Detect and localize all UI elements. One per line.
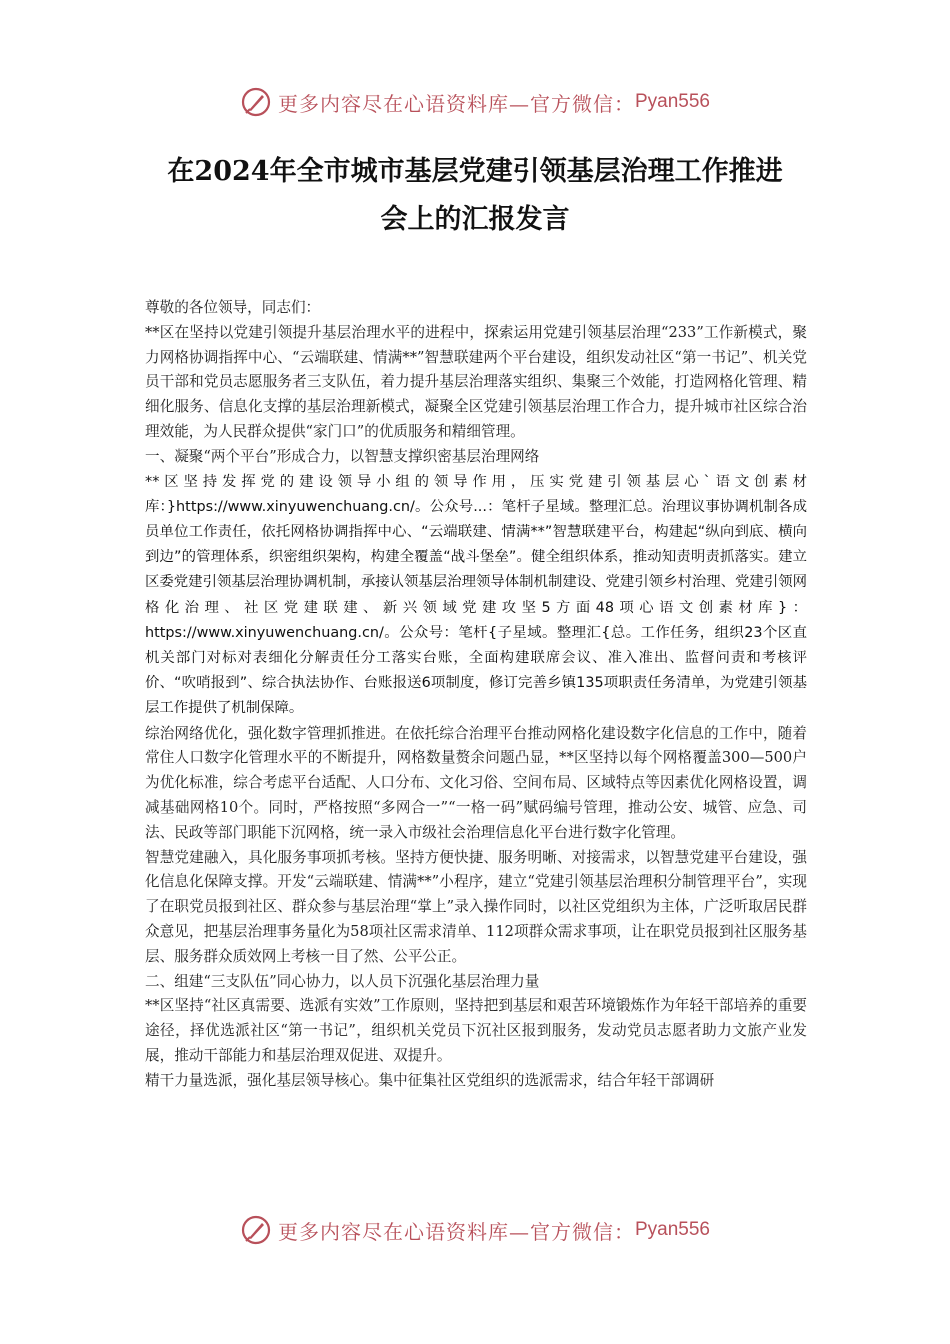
body-paragraph: 智慧党建融入，具化服务事项抓考核。坚持方便快捷、服务明晰、对接需求，以智慧党建平台建设，强化信息化保障支撑。开发“云端联建、情满**”小程序，建立“党建引领基层治理积分制管理平台”，实现了在职党员报到社区、群众参与基层治理“掌上”录入操作同时，以社区党组织为主体，广泛听取居民群众意见，把基层治理事务量化为58项社区需求清单、112项群众需求事项，让在职党员报到社区服务基层、服务群众质效网上考核一目了然、公平公正。	[145, 848, 807, 965]
quill-logo-icon	[240, 86, 272, 118]
document-body	[145, 296, 807, 1094]
watermark-banner-top	[0, 80, 950, 124]
salutation: 尊敬的各位领导，同志们：	[145, 299, 321, 316]
section-heading-1: 一、凝聚“两个平台”形成合力，以智慧支撑织密基层治理网络	[145, 447, 540, 465]
banner-handle: Pyan556	[634, 1219, 710, 1240]
title-line-1: 在2024年全市城市基层党建引领基层治理工作推进	[167, 156, 783, 187]
document-title	[120, 148, 830, 244]
intro-paragraph: **区在坚持以党建引领提升基层治理水平的进程中，探索运用党建引领基层治理“233”工作新模式，聚力网格协调指挥中心、“云端联建、情满**”智慧联建两个平台建设，组织发动社区“第一书记”、机关党员干部和党员志愿服务者三支队伍，着力提升基层治理落实组织、集聚三个效能，打造网格化管理、精细化服务、信息化支撑的基层治理新模式，凝聚全区党建引领基层治理工作合力，提升城市社区综合治理效能，为人民群众提供“家门口”的优质服务和精细管理。	[145, 323, 807, 440]
quill-logo-icon	[240, 1214, 272, 1246]
body-paragraph: 综治网络优化，强化数字管理抓推进。在依托综合治理平台推动网格化建设数字化信息的工作中，随着常住人口数字化管理水平的不断提升，网格数量赘余问题凸显，**区坚持以每个网格覆盖300—500户为优化标准，综合考虑平台适配、人口分布、文化习俗、空间布局、区域特点等因素优化网格设置，调减基础网格10个。同时，严格按照“多网合一”“一格一码”赋码编号管理，推动公安、城管、应急、司法、民政等部门职能下沉网格，统一录入市级社会治理信息化平台进行数字化管理。	[145, 724, 807, 841]
body-paragraph: **区坚持“社区真需要、选派有实效”工作原则，坚持把到基层和艰苦环境锻炼作为年轻干部培养的重要途径，择优选派社区“第一书记”，组织机关党员下沉社区报到服务，发动党员志愿者助力文旅产业发展，推动干部能力和基层治理双促进、双提升。	[145, 997, 807, 1064]
banner-handle: Pyan556	[634, 91, 710, 112]
section-heading-2: 二、组建“三支队伍”同心协力，以人员下沉强化基层治理力量	[145, 972, 540, 990]
banner-text: 更多内容尽在心语资料库—官方微信：	[277, 91, 635, 116]
banner-text: 更多内容尽在心语资料库—官方微信：	[277, 1219, 635, 1244]
body-paragraph: 精干力量选派，强化基层领导核心。集中征集社区党组织的选派需求，结合年轻干部调研	[145, 1071, 715, 1089]
watermark-banner-bottom	[0, 1208, 950, 1252]
body-paragraph: **区坚持发挥党的建设领导小组的领导作用，压实党建引领基层心`语文创素材库：}https://www.xinyuwenchuang.cn/。公众号...：笔杆子星域。整理汇总。治理议事协调机制各成员单位工作责任，依托网格协调指挥中心、“云端联建、情满**”智慧联建平台，构建起“纵向到底、横向到边”的管理体系，织密组织架构，构建全覆盖“战斗堡垒”。健全组织体系，推动知责明责抓落实。建立区委党建引领基层治理协调机制，承接认领基层治理领导体制机制建设、党建引领乡村治理、党建引领网格化治理、社区党建联建、新兴领域党建攻坚5方面48项心语文创素材库}：https://www.xinyuwenchuang.cn/。公众号：笔杆{子星域。整理汇{总。工作任务，组织23个区直机关部门对标对表细化分解责任分工落实台账，全面构建联席会议、准入准出、监督问责和考核评价、“吹哨报到”、综合执法协作、台账报送6项制度，修订完善乡镇135项职责任务清单，为党建引领基层工作提供了机制保障。	[145, 473, 807, 717]
title-line-2: 会上的汇报发言	[380, 204, 570, 235]
